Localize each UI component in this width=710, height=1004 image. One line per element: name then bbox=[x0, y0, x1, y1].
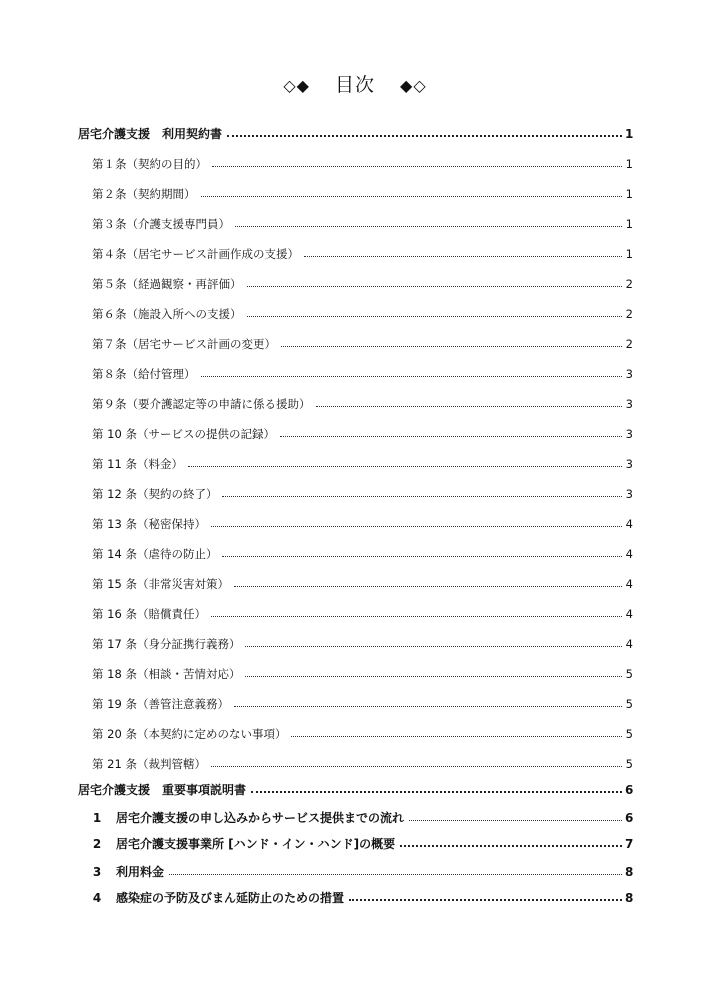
toc-page-number: 1 bbox=[625, 186, 633, 201]
page-title bbox=[0, 70, 710, 97]
toc-page-number: 3 bbox=[625, 366, 633, 381]
toc-label: 第６条（施設入所への支援） bbox=[92, 306, 242, 321]
toc-leader-dots bbox=[247, 286, 623, 287]
toc-label: 第 15 条（非常災害対策） bbox=[92, 576, 229, 591]
toc-leader-dots bbox=[251, 791, 622, 793]
toc-leader-dots bbox=[291, 736, 622, 737]
toc-leader-dots bbox=[222, 496, 622, 497]
toc-article[interactable] bbox=[78, 420, 633, 440]
toc-leader-dots bbox=[245, 646, 622, 647]
toc-page-number: 1 bbox=[625, 127, 634, 141]
toc-leader-dots bbox=[212, 166, 622, 167]
toc-article[interactable] bbox=[78, 480, 633, 500]
toc-section-title: 感染症の予防及びまん延防止のための措置 bbox=[116, 891, 345, 905]
toc-leader-dots bbox=[280, 436, 622, 437]
toc-label: 第 16 条（賠償責任） bbox=[92, 606, 206, 621]
toc-article[interactable] bbox=[78, 300, 633, 320]
toc-label: 居宅介護支援 重要事項説明書 bbox=[78, 783, 247, 797]
toc-leader-dots bbox=[304, 256, 622, 257]
toc-page-number: 1 bbox=[625, 246, 633, 261]
toc-page-number: 7 bbox=[625, 837, 634, 851]
toc-label bbox=[78, 866, 164, 878]
toc-article[interactable] bbox=[78, 660, 633, 680]
toc-label: 第７条（居宅サービス計画の変更） bbox=[92, 336, 276, 351]
toc-leader-dots bbox=[281, 346, 622, 347]
toc-page-number: 3 bbox=[625, 396, 633, 411]
toc-page-number: 8 bbox=[625, 865, 634, 879]
toc-article[interactable] bbox=[78, 330, 633, 350]
toc-label bbox=[78, 892, 344, 904]
toc-label bbox=[78, 812, 404, 824]
toc-label: 第３条（介護支援専門員） bbox=[92, 216, 230, 231]
toc-article[interactable] bbox=[78, 720, 633, 740]
toc-leader-dots bbox=[227, 135, 622, 137]
toc-page-number: 6 bbox=[625, 811, 634, 825]
toc-label: 第 17 条（身分証携行義務） bbox=[92, 636, 241, 651]
toc-label: 第 21 条（裁判管轄） bbox=[92, 756, 206, 771]
toc-article[interactable] bbox=[78, 150, 633, 170]
toc-section[interactable] bbox=[78, 858, 633, 878]
toc-label: 第 18 条（相談・苦情対応） bbox=[92, 666, 241, 681]
toc-label: 第８条（給付管理） bbox=[92, 366, 196, 381]
toc-leader-dots bbox=[234, 586, 622, 587]
toc-article[interactable] bbox=[78, 510, 633, 530]
toc-page-number: 6 bbox=[625, 783, 634, 797]
toc-label: 第 13 条（秘密保持） bbox=[92, 516, 206, 531]
toc-leader-dots bbox=[235, 226, 622, 227]
toc-leader-dots bbox=[169, 874, 622, 875]
toc-label bbox=[78, 838, 395, 850]
toc-heading[interactable] bbox=[78, 776, 633, 796]
toc-page-number: 4 bbox=[625, 546, 633, 561]
toc-label: 第１条（契約の目的） bbox=[92, 156, 207, 171]
toc-label: 第 12 条（契約の終了） bbox=[92, 486, 218, 501]
toc-section-number: 1 bbox=[92, 811, 102, 825]
toc-leader-dots bbox=[245, 676, 622, 677]
toc-page-number: 2 bbox=[625, 336, 633, 351]
toc-section-number: 3 bbox=[92, 865, 102, 879]
toc-article[interactable] bbox=[78, 210, 633, 230]
toc-article[interactable] bbox=[78, 270, 633, 290]
toc-leader-dots bbox=[211, 766, 622, 767]
toc-page-number: 3 bbox=[625, 486, 633, 501]
toc-page-number: 4 bbox=[625, 636, 633, 651]
title-text: 目次 bbox=[334, 74, 375, 96]
toc-article[interactable] bbox=[78, 570, 633, 590]
toc-leader-dots bbox=[234, 706, 622, 707]
toc-label: 第 11 条（料金） bbox=[92, 456, 183, 471]
toc-leader-dots bbox=[316, 406, 623, 407]
toc-leader-dots bbox=[349, 899, 622, 901]
toc-article[interactable] bbox=[78, 180, 633, 200]
toc-page-number: 1 bbox=[625, 156, 633, 171]
toc-article[interactable] bbox=[78, 690, 633, 710]
toc-label: 第 10 条（サービスの提供の記録） bbox=[92, 426, 275, 441]
toc-leader-dots bbox=[409, 820, 622, 821]
toc-leader-dots bbox=[201, 376, 623, 377]
toc-label: 居宅介護支援 利用契約書 bbox=[78, 127, 223, 141]
toc-leader-dots bbox=[247, 316, 623, 317]
toc-page-number: 5 bbox=[625, 666, 633, 681]
toc-label: 第５条（経過観察・再評価） bbox=[92, 276, 242, 291]
title-left-symbols: ◇◆ bbox=[283, 76, 310, 95]
toc-article[interactable] bbox=[78, 240, 633, 260]
toc-page-number: 1 bbox=[625, 216, 633, 231]
toc-section[interactable] bbox=[78, 804, 633, 824]
toc-section-number: 4 bbox=[92, 891, 102, 905]
toc-section[interactable] bbox=[78, 884, 633, 904]
toc-article[interactable] bbox=[78, 630, 633, 650]
toc-page-number: 3 bbox=[625, 426, 633, 441]
toc-leader-dots bbox=[211, 616, 622, 617]
title-right-symbols: ◆◇ bbox=[400, 76, 427, 95]
toc-article[interactable] bbox=[78, 360, 633, 380]
toc-page-number: 5 bbox=[625, 726, 633, 741]
toc-article[interactable] bbox=[78, 600, 633, 620]
toc-page-number: 4 bbox=[625, 606, 633, 621]
toc-heading[interactable] bbox=[78, 120, 633, 140]
toc-page-number: 2 bbox=[625, 276, 633, 291]
toc-section-title: 居宅介護支援事業所 [ハンド・イン・ハンド]の概要 bbox=[116, 837, 396, 851]
toc-page-number: 5 bbox=[625, 696, 633, 711]
toc-label: 第 14 条（虐待の防止） bbox=[92, 546, 218, 561]
toc-page-number: 4 bbox=[625, 576, 633, 591]
toc-page-number: 3 bbox=[625, 456, 633, 471]
toc-leader-dots bbox=[201, 196, 623, 197]
toc-section[interactable] bbox=[78, 830, 633, 850]
toc-section-number: 2 bbox=[92, 837, 102, 851]
toc-article[interactable] bbox=[78, 540, 633, 560]
toc-leader-dots bbox=[188, 466, 622, 467]
toc-article[interactable] bbox=[78, 750, 633, 770]
toc-label: 第４条（居宅サービス計画作成の支援） bbox=[92, 246, 299, 261]
toc-page-number: 4 bbox=[625, 516, 633, 531]
toc-label: 第２条（契約期間） bbox=[92, 186, 196, 201]
toc-leader-dots bbox=[400, 845, 622, 847]
toc-label: 第 19 条（善管注意義務） bbox=[92, 696, 229, 711]
toc-page-number: 8 bbox=[625, 891, 634, 905]
toc-label: 第 20 条（本契約に定めのない事項） bbox=[92, 726, 287, 741]
toc-page-number: 5 bbox=[625, 756, 633, 771]
toc-article[interactable] bbox=[78, 450, 633, 470]
toc-section-title: 利用料金 bbox=[116, 865, 165, 879]
toc-label: 第９条（要介護認定等の申請に係る援助） bbox=[92, 396, 311, 411]
toc-page-number: 2 bbox=[625, 306, 633, 321]
toc-leader-dots bbox=[211, 526, 622, 527]
toc-section-title: 居宅介護支援の申し込みからサービス提供までの流れ bbox=[116, 811, 405, 825]
toc-leader-dots bbox=[222, 556, 622, 557]
toc-article[interactable] bbox=[78, 390, 633, 410]
